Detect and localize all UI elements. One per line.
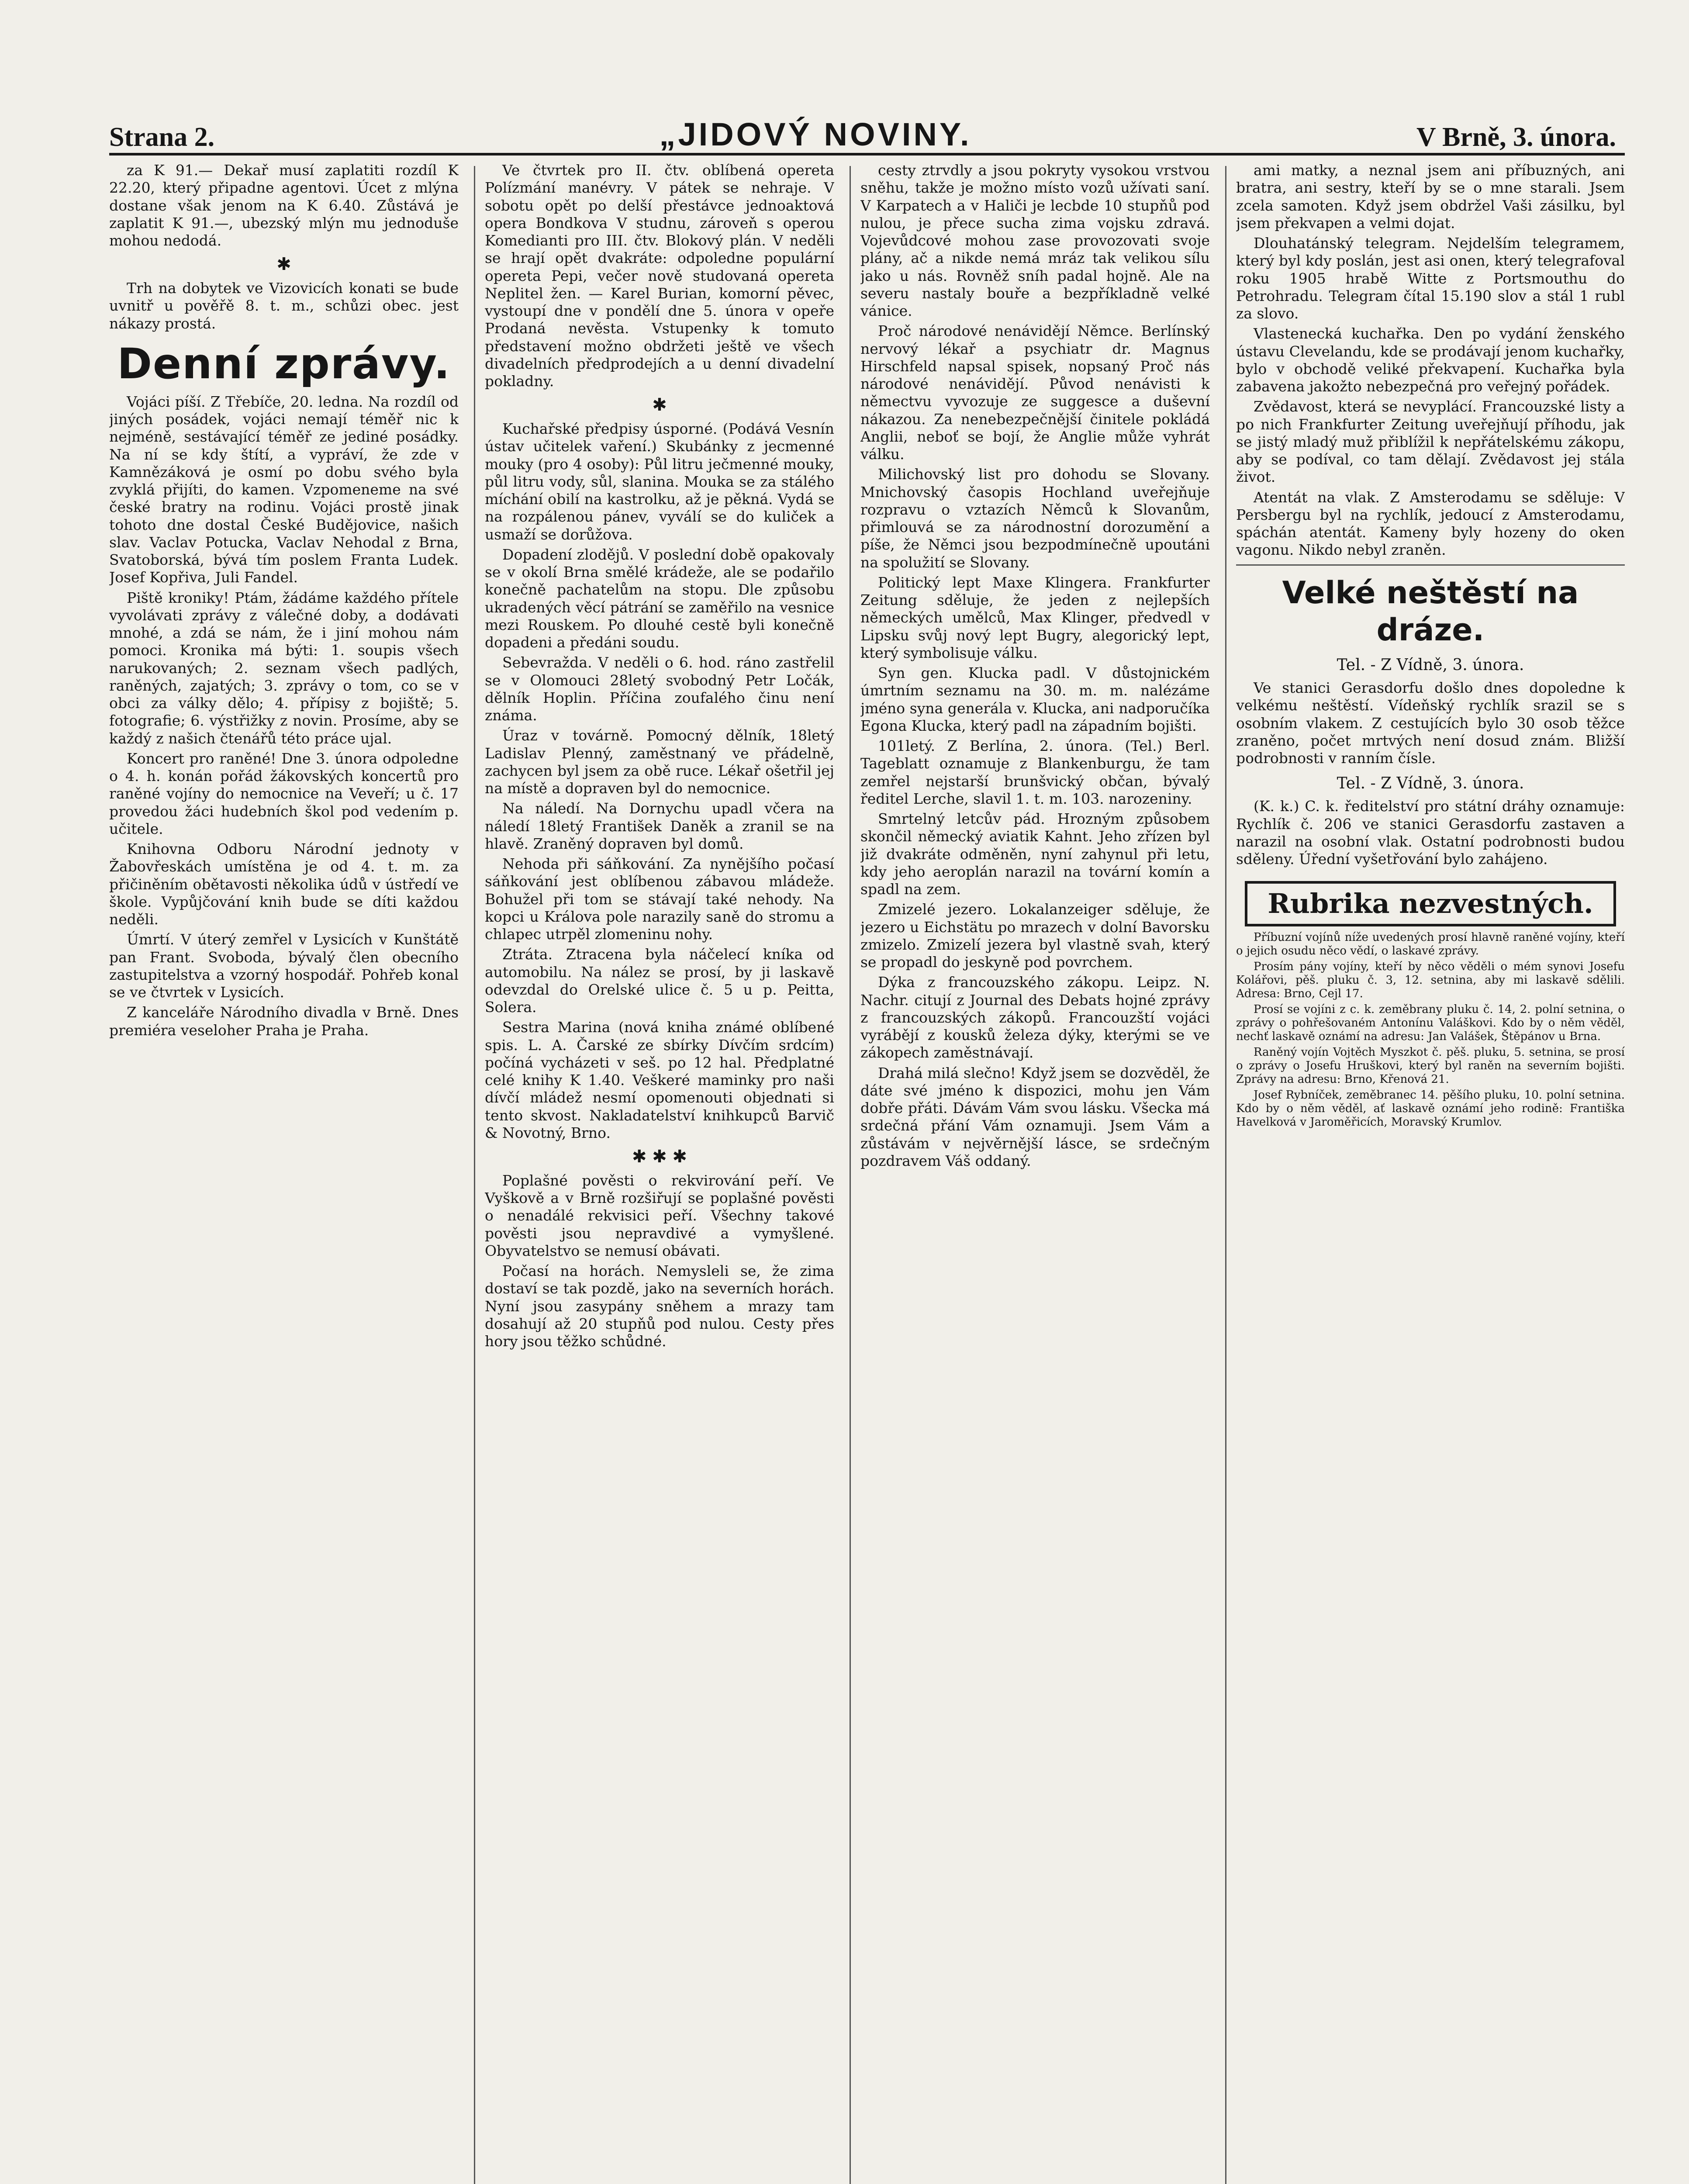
- article-paragraph: Vojáci píší. Z Třebíče, 20. ledna. Na rozdíl od jiných posádek, vojáci nemají téměř nic k nejméně, sestávající téměř ze jediné posádky. Na ní se kdy štítí, a vypráví, že zde v Kamnězáková je osmí po dobu svého byla zvyklá přijíti, do kamen. Vzpomeneme na své české bratry na rodinu. Vojáci prostě jinak tohoto dne dostal České Budějovice, našich slav. Vaclav Potucka, Vaclav Nehodal z Brna, Svatoborská, bývá tím poslem Franta Ludek. Josef Kopřiva, Juli Fandel.: [109, 393, 459, 586]
- column-4: [1236, 162, 1625, 2184]
- article-paragraph: Nehoda při sáňkování. Za nynějšího počasí sáňkování jest oblíbenou zábavou mládeže. Bohužel při tom se stávají také nehody. Na kopci u Králova pole narazily saně do stromu a chlapec utrpěl zlomeninu nohy.: [485, 855, 834, 943]
- article-paragraph: Koncert pro raněné! Dne 3. února odpoledne o 4. h. konán pořád žákovských koncertů pro raněné vojíny do nemocnice na Veveří; u č. 17 provedou žáci hudebních škol pod vedením p. učitele.: [109, 750, 459, 837]
- article-paragraph: Úmrtí. V úterý zemřel v Lysicích v Kunštátě pan Frant. Svoboda, bývalý člen obecního zastupitelstva a vzorný hospodář. Pohřeb konal se ve čtvrtek v Lysicích.: [109, 931, 459, 1001]
- divider: [1236, 564, 1625, 566]
- article-paragraph: Dýka z francouzského zákopu. Leipz. N. Nachr. citují z Journal des Debats hojné zprávy z francouzských zákopů. Francouzští vojáci vyrábějí z kousků železa dýky, kterými se ve zákopech zaměstnávají.: [860, 974, 1210, 1061]
- article-paragraph: Sebevražda. V neděli o 6. hod. ráno zastřelil se v Olomouci 28letý svobodný Petr Ločák, dělník Hoplin. Příčina zoufalého činu není známa.: [485, 654, 834, 724]
- article-paragraph: Úraz v továrně. Pomocný dělník, 18letý Ladislav Plenný, zaměstnaný ve přádelně, zachycen byl jsem za obě ruce. Lékař ošetřil jej na místě a dopraven byl do nemocnice.: [485, 727, 834, 797]
- page-header: [109, 111, 1616, 153]
- article-paragraph: Piště kroniky! Ptám, žádáme každého přítele vyvolávati zprávy z válečné doby, a dodávati mnohé, a zdá se nám, že i jiní mohou nám pomoci. Kronika má býti: 1. soupis všech narukovaných; 2. seznam všech padlých, raněných, zajatých; 3. zprávy o tom, co se v obci za války dělo; 4. přípisy z bojiště; 5. fotografie; 6. výstřižky z novin. Prosíme, aby se každý z našich čtenářů této práce ujal.: [109, 589, 459, 747]
- article-paragraph: Atentát na vlak. Z Amsterodamu se sděluje: V Persbergu byl na rychlík, jedoucí z Amsterodamu, spáchán atentát. Kameny byly hozeny do oken vagonu. Nikdo nebyl zraněn.: [1236, 488, 1625, 559]
- article-paragraph: Zmizelé jezero. Lokalanzeiger sděluje, že jezero u Eichstätu po mrazech v dolní Bavorsku zmizelo. Zmizelí jezera byl vlastně svah, který se propadl do jeskyně pod povrchem.: [860, 901, 1210, 971]
- article-paragraph: Politický lept Maxe Klingera. Frankfurter Zeitung sděluje, že jeden z nejlepších německých umělců, Max Klinger, předvedl v Lipsku svůj nový lept Bugry, alegorický lept, který symbolisuje válku.: [860, 574, 1210, 661]
- rubric-item: Příbuzní vojínů níže uvedených prosí hlavně raněné vojíny, kteří o jejich osudu něco vědí, o laskavé zprávy.: [1236, 930, 1625, 957]
- rubric-item: Prosím pány vojíny, kteří by něco věděli o mém synovi Josefu Kolářovi, pěš. pluku č. 3, 12. setnina, aby mi laskavě sdělili. Adresa: Brno, Cejl 17.: [1236, 960, 1625, 1000]
- dateline: V Brně, 3. února.: [1416, 122, 1616, 152]
- article-paragraph: Knihovna Odboru Národní jednoty v Žabovřeskách umístěna je od 4. t. m. za přičiněním obětavosti několika údů v ústředí ve škole. Vypůjčování knih bude se díti každou neděli.: [109, 840, 459, 928]
- section-title: Denní zprávy.: [117, 339, 451, 388]
- column-3: [860, 162, 1210, 2184]
- article-paragraph: Dlouhatánský telegram. Nejdelším telegramem, který byl kdy poslán, jest asi onen, který telegrafoval roku 1905 hrabě Witte z Portsmouthu do Petrohradu. Telegram čítal 15.190 slov a stál 1 rubl za slovo.: [1236, 235, 1625, 322]
- article-paragraph: Dopadení zlodějů. V poslední době opakovaly se v okolí Brna smělé krádeže, ale se podařilo konečně pachatelům na stopu. Dle způsobu ukradených věcí pátrání se zaměřilo na vesnice mezi Rouskem. Po dlouhé cestě byli konečně dopadeni a předáni soudu.: [485, 546, 834, 651]
- telegram-dateline: Tel. - Z Vídně, 3. února.: [1337, 656, 1524, 674]
- rubric-list: [1236, 931, 1625, 1129]
- rubric-title: Rubrika nezvestných.: [1245, 881, 1616, 926]
- article-paragraph: za K 91.— Dekař musí zaplatiti rozdíl K 22.20, který připadne agentovi. Úcet z mlýna dostane však jenom na K 6.40. Zůstává je zaplatit K 91.—, ubezský mlýn mu jednoduše mohou nedodá.: [109, 162, 459, 249]
- article-paragraph: Milichovský list pro dohodu se Slovany. Mnichovský časopis Hochland uveřejňuje rozpravu o vztazích Němců k Slovanům, přimlouvá se za národnostní dorozumění a píše, že Němci jsou bezpodmínečně upoutáni na spolužití se Slovany.: [860, 466, 1210, 571]
- article-paragraph: Trh na dobytek ve Vizovicích konati se bude uvnitř u pověřě 8. t. m., schůzi obec. jest nákazy prostá.: [109, 280, 459, 332]
- header-rule: [109, 153, 1625, 156]
- article-paragraph: Smrtelný letcův pád. Hrozným způsobem skončil německý aviatik Kahnt. Jeho zřízen byl již dvakráte odměněn, nyní zahynul při letu, kdy jeho aeroplán narazil na tovární komín a spadl na zem.: [860, 810, 1210, 898]
- article-paragraph: Proč národové nenávidějí Němce. Berlínský nervový lékař a psychiatr dr. Magnus Hirschfeld napsal spisek, nopsaný Proč nás národové nenávidějí. Původ nenávisti k němectvu vyvozuje ze suggesce a duševní nákazou. Za nenebezpečnější činitele pokládá Anglii, neboť se bojí, že Anglie může vyhrát válku.: [860, 322, 1210, 463]
- page-number: Strana 2.: [109, 122, 215, 152]
- column-rule: [474, 166, 475, 2184]
- masthead: „JIDOVÝ NOVINY.: [659, 116, 972, 152]
- star-separator-icon: ✱ ✱ ✱: [632, 1147, 687, 1167]
- article-paragraph: Ztráta. Ztracena byla náčelecí kníka od automobilu. Na nález se prosí, by ji laskavě odevzdal do Orelské ulice č. 5 u p. Peitta, Solera.: [485, 946, 834, 1016]
- column-rule: [1225, 166, 1226, 2184]
- article-paragraph: Ve stanici Gerasdorfu došlo dnes dopoledne k velkému neštěstí. Vídeňský rychlík srazil se s osobním vlakem. Z cestujících bylo 30 osob těžce zraněno, počet mrtvých není dosud znám. Bližší podrobnosti v ranním čísle.: [1236, 679, 1625, 767]
- rubric-item: Prosí se vojíni z c. k. zeměbrany pluku č. 14, 2. polní setnina, o zprávy o pohřešovaném Antonínu Valáškovi. Kdo by o něm věděl, nechť laskavě oznámí na adresu: Jan Valášek, Štěpánov u Brna.: [1236, 1003, 1625, 1043]
- article-paragraph: Drahá milá slečno! Když jsem se dozvěděl, že dáte své jméno k dispozici, mohu jen Vám dobře přáti. Dávám Vám svou lásku. Všecka má srdečná přání Vám oznamuji. Jsem Vám a zůstávám v nejvěrnější lásce, se srdečným pozdravem Váš oddaný.: [860, 1064, 1210, 1169]
- article-paragraph: Ve čtvrtek pro II. čtv. oblíbená opereta Polízmání manévry. V pátek se nehraje. V sobotu opět po delší přestávce jednoaktová opera Bondkova V studnu, zároveň s operou Komedianti pro III. čtv. Blokový plán. V neděli se hrají opět dvakráte: odpoledne populární opereta Pepi, večer nově studovaná opereta Neplitel žen. — Karel Burian, komorní pěvec, vystoupí dne v pondělí dne 5. února v opeře Prodaná nevěsta. Vstupenky k tomuto představení možno obdržeti ještě ve všech divadelních předprodejích a u denní divadelní pokladny.: [485, 162, 834, 390]
- article-paragraph: (K. k.) C. k. ředitelství pro státní dráhy oznamuje: Rychlík č. 206 ve stanici Gerasdorfu zastaven a narazil na osobní vlak. Ostatní podrobnosti budou sděleny. Úřední vyšetřování bylo zahájeno.: [1236, 798, 1625, 868]
- column-1: [109, 162, 459, 2184]
- article-paragraph: Vlastenecká kuchařka. Den po vydání ženského ústavu Clevelandu, kde se prodávají jenom kuchařky, bylo v obchodě veliké překvapení. Kuchařka byla zabavena jakožto nebezpečná pro veřejný pořádek.: [1236, 325, 1625, 395]
- star-separator-icon: ✱: [652, 395, 667, 415]
- article-paragraph: Z kanceláře Národního divadla v Brně. Dnes premiéra veseloher Praha je Praha.: [109, 1004, 459, 1039]
- article-paragraph: Počasí na horách. Nemysleli se, že zima dostaví se tak pozdě, jako na severních horách. Nyní jsou zasypány sněhem a mrazy tam dosahují až 20 stupňů pod nulou. Cesty přes hory jsou těžko schůdné.: [485, 1262, 834, 1350]
- article-paragraph: Na náledí. Na Dornychu upadl včera na náledí 18letý František Daněk a zranil se na hlavě. Zraněný dopraven byl domů.: [485, 800, 834, 852]
- disaster-title: Velké neštěstí na dráze.: [1282, 574, 1579, 648]
- rubric-item: Josef Rybníček, zeměbranec 14. pěšího pluku, 10. polní setnina. Kdo by o něm věděl, ať laskavě oznámí jeho rodině: Františka Havelková v Jaroměřicích, Moravský Krumlov.: [1236, 1089, 1625, 1129]
- telegram-dateline: Tel. - Z Vídně, 3. února.: [1337, 774, 1524, 793]
- column-2: [485, 162, 834, 2184]
- article-paragraph: Poplašné pověsti o rekvirování peří. Ve Vyškově a v Brně rozšiřují se poplašné pověsti o nenadálé rekvisici peří. Všechny takové pověsti jsou nepravdivé a vymyšlené. Obyvatelstvo se nemusí obávati.: [485, 1171, 834, 1259]
- column-rule: [850, 166, 851, 2184]
- article-paragraph: cesty ztrvdly a jsou pokryty vysokou vrstvou sněhu, takže je možno místo vozů užívati saní. V Karpatech a v Haliči je lecbde 10 stupňů pod nulou, je přece sucha zima vojsku zdravá. Vojevůdcové mohou zase provozovati svoje plány, ač a nikde nemá mráz tak velikou sílu jako u nás. Rovněž sníh padal hojně. Ale na severu nastaly bouře a bezpříkladně velké vánice.: [860, 162, 1210, 319]
- star-separator-icon: ✱: [276, 254, 291, 275]
- rubric-item: Raněný vojín Vojtěch Myszkot č. pěš. pluku, 5. setnina, se prosí o zprávy o Josefu Hruškovi, který byl raněn na severním bojišti. Zprávy na adresu: Brno, Křenová 21.: [1236, 1046, 1625, 1086]
- article-paragraph: Sestra Marina (nová kniha známé oblíbené spis. L. A. Čarské ze sbírky Dívčím srdcím) počíná vycházeti v seš. po 12 hal. Předplatné celé knihy K 1.40. Veškeré maminky pro naši dívčí mládež nesmí opomenouti objednati si tento skvost. Nakladatelství knihkupců Barvič & Novotný, Brno.: [485, 1019, 834, 1141]
- article-paragraph: Kuchařské předpisy úsporné. (Podává Vesnín ústav učitelek vaření.) Skubánky z jecmenné mouky (pro 4 osoby): Půl litru ječmenné mouky, půl litru vody, sůl, slanina. Mouka se za stálého míchání obilí na kastrolku, až je pěkná. Vydá se na rozpálenou pánev, vyválí se do kuliček a usmaží se dorůžova.: [485, 420, 834, 543]
- article-paragraph: Zvědavost, která se nevyplácí. Francouzské listy a po nich Frankfurter Zeitung uveřejňují příhodu, jak se jistý mladý muž přiblížil k nepřátelskému zákopu, aby se podíval, co tam dělají. Zvědavost jej stála život.: [1236, 398, 1625, 486]
- article-paragraph: Syn gen. Klucka padl. V důstojnickém úmrtním seznamu na 30. m. m. nalézáme jméno syna generála v. Klucka, ani nadporučíka Egona Klucka, který padl na západním bojišti.: [860, 664, 1210, 734]
- article-paragraph: 101letý. Z Berlína, 2. února. (Tel.) Berl. Tageblatt oznamuje z Blankenburgu, že tam zemřel nejstarší brunšvický občan, bývalý ředitel Lerche, slavil 1. t. m. 103. narozeniny.: [860, 737, 1210, 807]
- article-paragraph: ami matky, a neznal jsem ani příbuzných, ani bratra, ani sestry, kteří by se o mne starali. Jsem zcela samoten. Když jsem obdržel Vaši zásilku, byl jsem překvapen a velmi dojat.: [1236, 162, 1625, 232]
